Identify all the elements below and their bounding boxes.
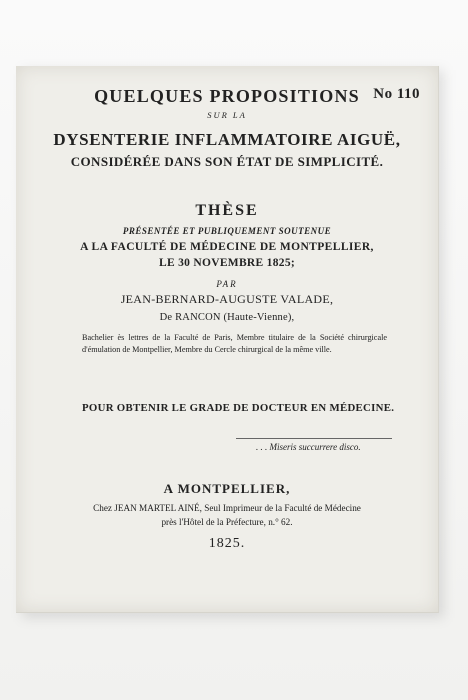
consideree-line: CONSIDÉRÉE DANS SON ÉTAT DE SIMPLICITÉ. [70,154,384,169]
montpellier-line: A MONTPELLIER, [163,481,291,496]
motto: . . . Miseris succurrere disco. [256,442,361,452]
faculte-line: A LA FACULTÉ DE MÉDECINE DE MONTPELLIER, [80,241,374,253]
obtain-line: POUR OBTENIR LE GRADE DE DOCTEUR EN MÉDECINE. [82,402,395,414]
these-heading: THÈSE [195,202,259,219]
sur-la: SUR LA [207,110,247,120]
title-page [16,66,439,613]
presentee-line: PRÉSENTÉE ET PUBLIQUEMENT SOUTENUE [122,226,332,236]
document-title: QUELQUES PROPOSITIONS [94,86,360,106]
document-number: No 110 [373,86,420,102]
author-line: JEAN-BERNARD-AUGUSTE VALADE, [120,292,334,306]
motto-divider [236,438,392,439]
main-title: DYSENTERIE INFLAMMATOIRE AIGUË, [53,130,401,149]
origin-line: De RANCON (Haute-Vienne), [159,312,295,323]
par-line: PAR [216,279,238,289]
year-line: 1825. [208,536,246,551]
printer-line-1: Chez JEAN MARTEL AINÉ, Seul Imprimeur de la Faculté de Médecine [93,503,361,513]
bio-paragraph: Bachelier ès lettres de la Faculté de Paris, Membre titulaire de la Société chirurgicale d'émulation de Montpellier, Membre du Cercle chirurgical de la même ville. [82,333,387,354]
date-line: LE 30 NOVEMBRE 1825; [158,257,296,269]
printer-line-2: près l'Hôtel de la Préfecture, n.° 62. [161,517,293,527]
